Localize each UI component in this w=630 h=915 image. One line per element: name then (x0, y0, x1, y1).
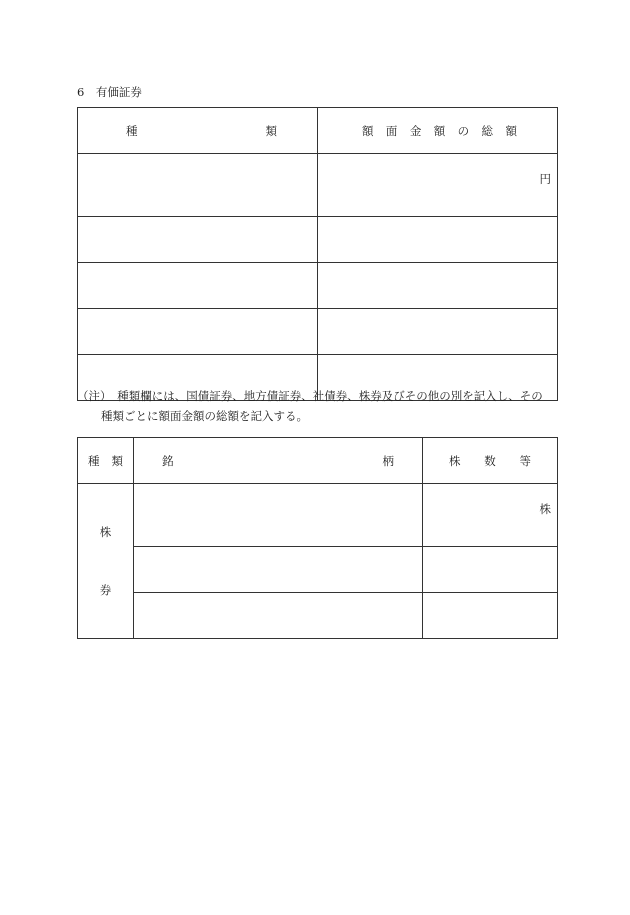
stock-detail-table (77, 437, 558, 639)
table-header-row (78, 108, 558, 154)
table-row (78, 547, 558, 593)
footnote (77, 386, 567, 426)
securities-total-table (77, 107, 558, 401)
unit-yen: 円 (539, 172, 551, 186)
share-count-cell[interactable] (423, 593, 558, 639)
kind-cell[interactable] (78, 263, 318, 309)
header-face-amount-total: 額 面 金 額 の 総 額 (318, 108, 558, 154)
table-row (78, 154, 558, 217)
brand-cell[interactable] (134, 593, 423, 639)
header-share-count: 株 数 等 (423, 438, 558, 484)
brand-cell[interactable] (134, 484, 423, 547)
section-title: 6 有価証券 (77, 85, 142, 99)
unit-shares: 株 (539, 502, 551, 516)
table-row (78, 217, 558, 263)
kind-stock-cell: 株 券 (78, 484, 134, 639)
header-kind: 種 類 (78, 108, 318, 154)
amount-cell[interactable] (318, 154, 558, 217)
table-row (78, 309, 558, 355)
share-count-cell[interactable] (423, 547, 558, 593)
table-row (78, 484, 558, 547)
brand-cell[interactable] (134, 547, 423, 593)
table-row (78, 263, 558, 309)
amount-cell[interactable] (318, 309, 558, 355)
footnote-line-1: （注） 種類欄には、国債証券、地方債証券、社債券、株券及びその他の別を記入し、その (77, 389, 543, 403)
share-count-cell[interactable] (423, 484, 558, 547)
kind-cell[interactable] (78, 217, 318, 263)
header-kind: 種 類 (78, 438, 134, 484)
amount-cell[interactable] (318, 263, 558, 309)
table-header-row (78, 438, 558, 484)
kind-cell[interactable] (78, 309, 318, 355)
amount-cell[interactable] (318, 217, 558, 263)
header-brand: 銘 柄 (134, 438, 423, 484)
kind-cell[interactable] (78, 154, 318, 217)
footnote-line-2: 種類ごとに額面金額の総額を記入する。 (101, 409, 308, 423)
table-row (78, 593, 558, 639)
